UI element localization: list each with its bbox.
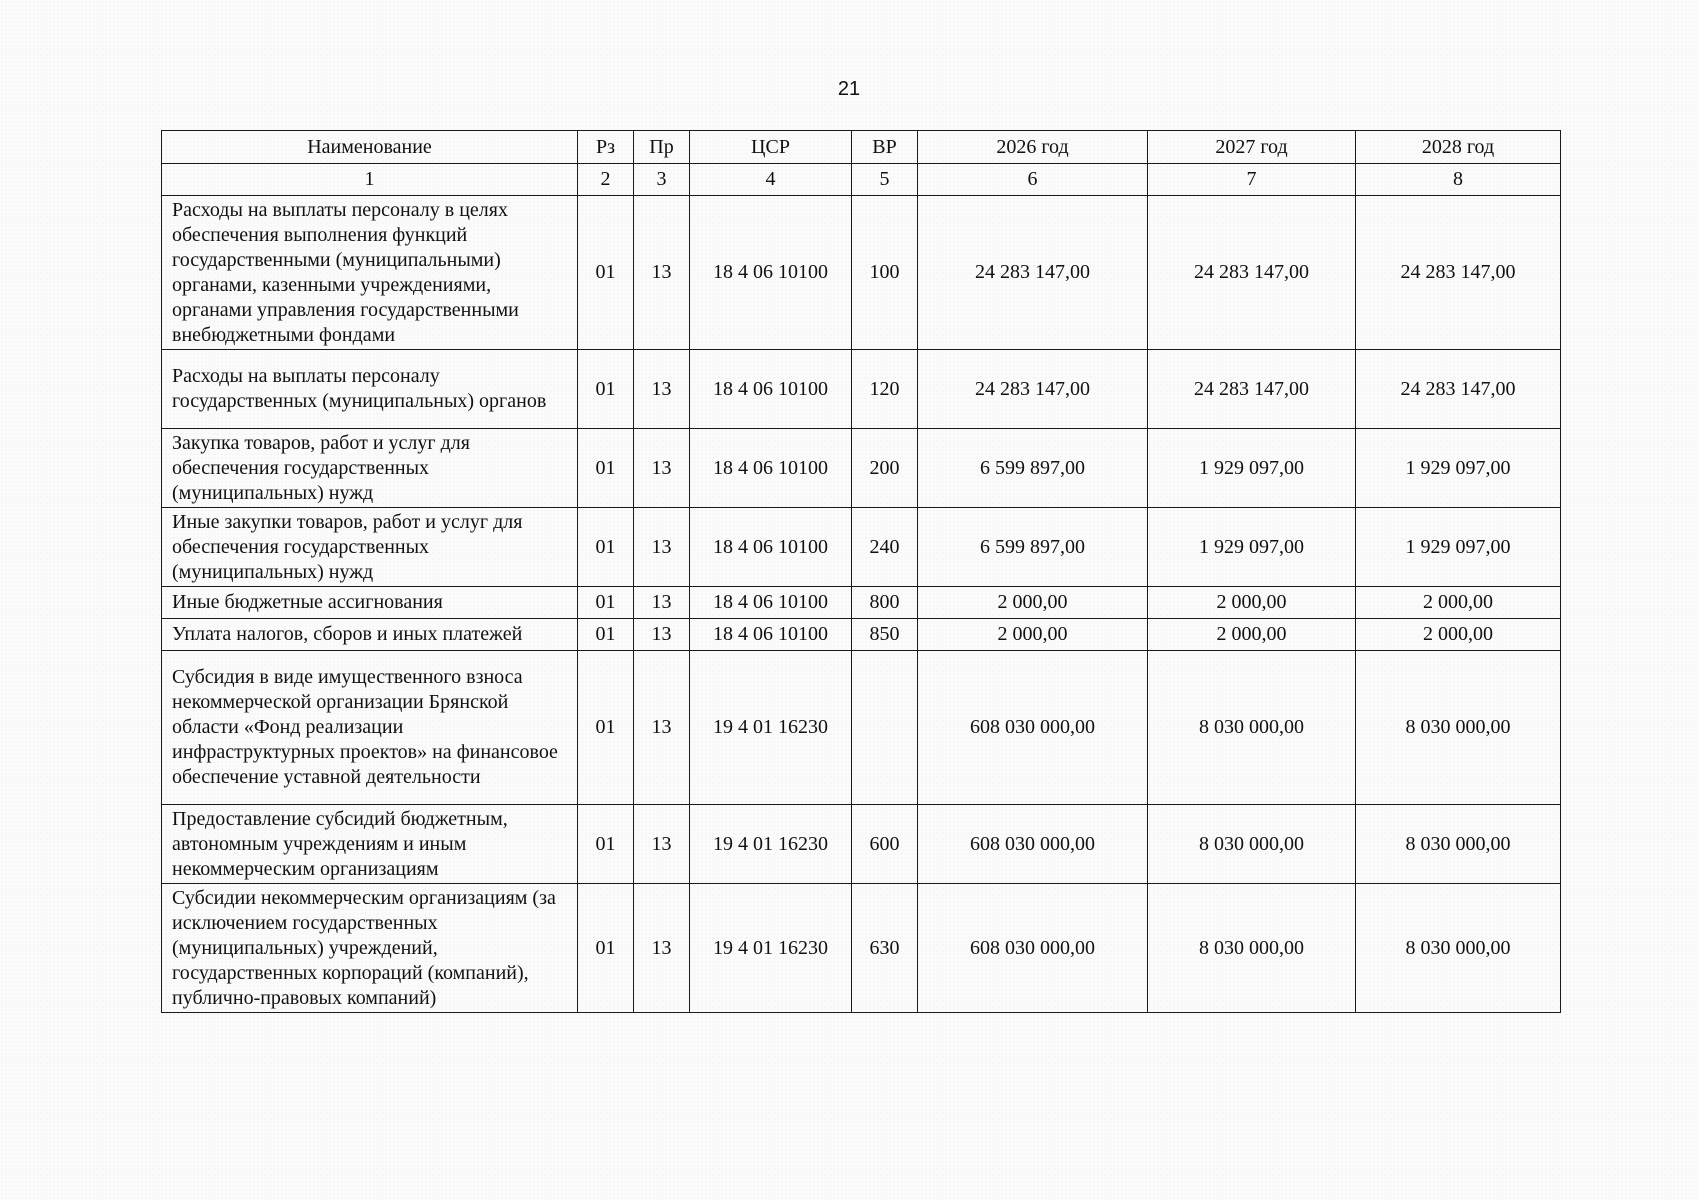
row-rz: 01 — [578, 508, 634, 587]
row-2027: 8 030 000,00 — [1148, 884, 1356, 1013]
header-vr: ВР — [852, 131, 918, 164]
row-2027: 8 030 000,00 — [1148, 805, 1356, 884]
row-name: Предоставление субсидий бюджетным, автономным учреждениям и иным некоммерческим организациям — [162, 805, 578, 884]
row-2026: 608 030 000,00 — [918, 884, 1148, 1013]
row-2027: 2 000,00 — [1148, 619, 1356, 651]
table-row — [162, 619, 1561, 651]
row-2027: 1 929 097,00 — [1148, 508, 1356, 587]
row-pr: 13 — [634, 619, 690, 651]
row-2028: 1 929 097,00 — [1356, 429, 1561, 508]
row-vr: 100 — [852, 196, 918, 350]
row-2028: 2 000,00 — [1356, 587, 1561, 619]
header-pr: Пр — [634, 131, 690, 164]
row-rz: 01 — [578, 805, 634, 884]
row-2028: 24 283 147,00 — [1356, 196, 1561, 350]
row-2026: 6 599 897,00 — [918, 508, 1148, 587]
row-2028: 2 000,00 — [1356, 619, 1561, 651]
table-row — [162, 196, 1561, 350]
row-2026: 608 030 000,00 — [918, 651, 1148, 805]
row-2026: 24 283 147,00 — [918, 350, 1148, 429]
row-vr: 200 — [852, 429, 918, 508]
column-number: 4 — [690, 164, 852, 196]
row-2027: 1 929 097,00 — [1148, 429, 1356, 508]
column-number: 5 — [852, 164, 918, 196]
row-rz: 01 — [578, 429, 634, 508]
header-2027: 2027 год — [1148, 131, 1356, 164]
budget-table — [161, 130, 1561, 1013]
row-2028: 8 030 000,00 — [1356, 805, 1561, 884]
row-2027: 24 283 147,00 — [1148, 350, 1356, 429]
row-2026: 2 000,00 — [918, 619, 1148, 651]
row-csr: 19 4 01 16230 — [690, 805, 852, 884]
row-2026: 24 283 147,00 — [918, 196, 1148, 350]
column-number-row — [162, 164, 1561, 196]
row-2028: 1 929 097,00 — [1356, 508, 1561, 587]
row-csr: 18 4 06 10100 — [690, 587, 852, 619]
row-rz: 01 — [578, 587, 634, 619]
row-csr: 19 4 01 16230 — [690, 884, 852, 1013]
row-2026: 6 599 897,00 — [918, 429, 1148, 508]
row-csr: 19 4 01 16230 — [690, 651, 852, 805]
row-name: Закупка товаров, работ и услуг для обеспечения государственных (муниципальных) нужд — [162, 429, 578, 508]
row-csr: 18 4 06 10100 — [690, 508, 852, 587]
row-name: Расходы на выплаты персоналу в целях обеспечения выполнения функций государственными (муниципальными) органами, казенными учреждениями, органами управления государственными внебюджетными фондами — [162, 196, 578, 350]
row-2028: 8 030 000,00 — [1356, 651, 1561, 805]
row-vr: 120 — [852, 350, 918, 429]
table-row — [162, 805, 1561, 884]
row-pr: 13 — [634, 805, 690, 884]
row-vr — [852, 651, 918, 805]
row-rz: 01 — [578, 196, 634, 350]
row-csr: 18 4 06 10100 — [690, 619, 852, 651]
row-2026: 608 030 000,00 — [918, 805, 1148, 884]
page-number: 21 — [837, 78, 861, 100]
column-number: 6 — [918, 164, 1148, 196]
row-csr: 18 4 06 10100 — [690, 429, 852, 508]
row-vr: 600 — [852, 805, 918, 884]
row-name: Уплата налогов, сборов и иных платежей — [162, 619, 578, 651]
row-2028: 24 283 147,00 — [1356, 350, 1561, 429]
table-row — [162, 587, 1561, 619]
row-rz: 01 — [578, 884, 634, 1013]
row-2027: 2 000,00 — [1148, 587, 1356, 619]
table-row — [162, 651, 1561, 805]
table-row — [162, 350, 1561, 429]
row-2027: 8 030 000,00 — [1148, 651, 1356, 805]
row-2026: 2 000,00 — [918, 587, 1148, 619]
row-vr: 850 — [852, 619, 918, 651]
header-2028: 2028 год — [1356, 131, 1561, 164]
row-pr: 13 — [634, 196, 690, 350]
row-2028: 8 030 000,00 — [1356, 884, 1561, 1013]
row-pr: 13 — [634, 651, 690, 805]
column-number: 7 — [1148, 164, 1356, 196]
row-rz: 01 — [578, 651, 634, 805]
row-2027: 24 283 147,00 — [1148, 196, 1356, 350]
row-name: Субсидия в виде имущественного взноса некоммерческой организации Брянской области «Фонд реализации инфраструктурных проектов» на финансовое обеспечение уставной деятельности — [162, 651, 578, 805]
table-row — [162, 508, 1561, 587]
header-rz: Рз — [578, 131, 634, 164]
table-row — [162, 429, 1561, 508]
header-row — [162, 131, 1561, 164]
row-name: Иные закупки товаров, работ и услуг для обеспечения государственных (муниципальных) нужд — [162, 508, 578, 587]
row-name: Расходы на выплаты персоналу государственных (муниципальных) органов — [162, 350, 578, 429]
column-number: 1 — [162, 164, 578, 196]
row-rz: 01 — [578, 350, 634, 429]
row-vr: 630 — [852, 884, 918, 1013]
row-pr: 13 — [634, 429, 690, 508]
row-pr: 13 — [634, 884, 690, 1013]
header-2026: 2026 год — [918, 131, 1148, 164]
column-number: 2 — [578, 164, 634, 196]
row-vr: 240 — [852, 508, 918, 587]
row-pr: 13 — [634, 350, 690, 429]
row-vr: 800 — [852, 587, 918, 619]
row-pr: 13 — [634, 587, 690, 619]
table-row — [162, 884, 1561, 1013]
row-name: Иные бюджетные ассигнования — [162, 587, 578, 619]
column-number: 3 — [634, 164, 690, 196]
header-csr: ЦСР — [690, 131, 852, 164]
row-name: Субсидии некоммерческим организациям (за исключением государственных (муниципальных) учреждений, государственных корпораций (компаний), публично-правовых компаний) — [162, 884, 578, 1013]
row-csr: 18 4 06 10100 — [690, 196, 852, 350]
row-csr: 18 4 06 10100 — [690, 350, 852, 429]
column-number: 8 — [1356, 164, 1561, 196]
row-pr: 13 — [634, 508, 690, 587]
row-rz: 01 — [578, 619, 634, 651]
header-name: Наименование — [162, 131, 578, 164]
